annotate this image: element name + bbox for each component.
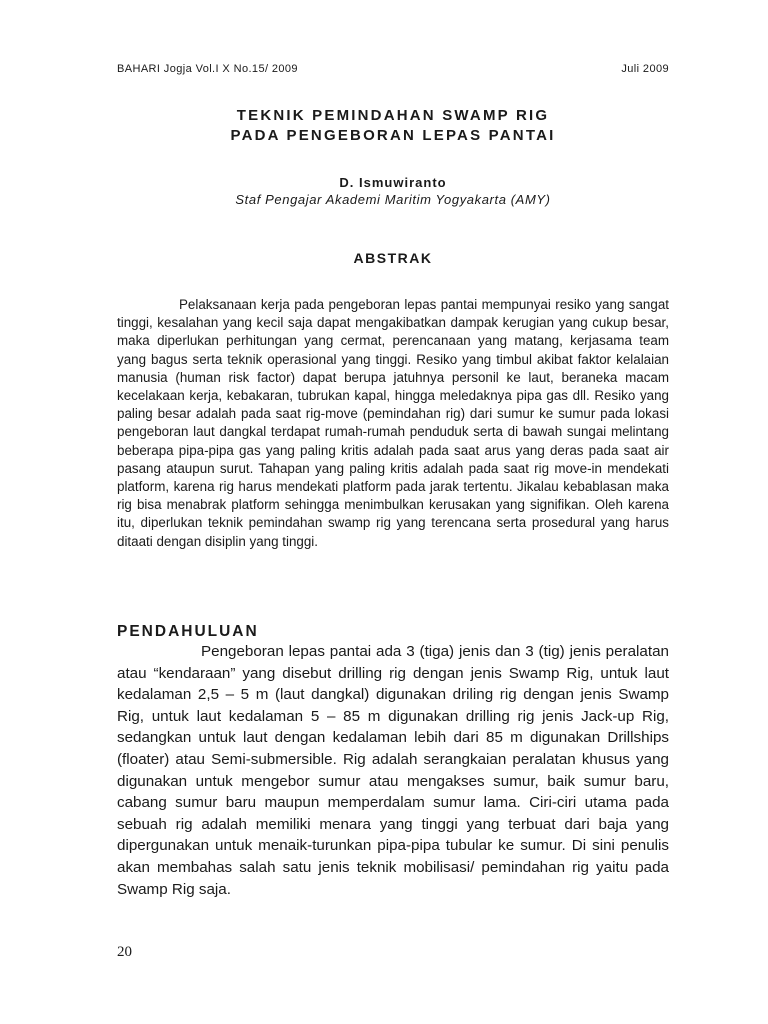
author-name: D. Ismuwiranto [339, 175, 447, 190]
issue-date: Juli 2009 [621, 63, 669, 75]
author-affiliation: Staf Pengajar Akademi Maritim Yogyakarta (AMY) [235, 192, 551, 207]
title-line-2: PADA PENGEBORAN LEPAS PANTAI [230, 127, 556, 144]
page-number: 20 [117, 944, 132, 960]
paper-title [117, 106, 669, 146]
abstract-heading: ABSTRAK [353, 250, 433, 266]
section-heading-introduction: PENDAHULUAN [117, 623, 259, 640]
title-line-1: TEKNIK PEMINDAHAN SWAMP RIG [236, 107, 550, 124]
abstract-text: Pelaksanaan kerja pada pengeboran lepas pantai mempunyai resiko yang sangat tinggi, kesalahan yang kecil saja dapat mengakibatkan dampak kerugian yang cukup besar, maka diperlukan perhitungan yang cermat, perencanaan yang matang, kerjasama team yang bagus serta teknik operasional yang tinggi. Resiko yang timbul akibat faktor kelalaian manusia (human risk factor) dapat berupa jatuhnya personil ke laut, beraneka macam kecelakaan kerja, kebakaran, tubrukan kapal, hingga meledaknya pipa gas dll. Resiko yang paling besar adalah pada saat rig-move (pemindahan rig) dari sumur ke sumur pada lokasi pengeboran laut dangkal terdapat rumah-rumah penduduk serta di bawah sungai melintang beberapa pipa-pipa gas yang paling kritis adalah pada saat arus yang deras pada saat air pasang ataupun surut. Tahapan yang paling kritis adalah pada saat rig move-in mendekati platform, karena rig harus mendekati platform pada jarak tertentu. Jikalau kebablasan maka rig bisa menabrak platform sehingga menimbulkan kerusakan yang signifikan. Oleh karena itu, diperlukan teknik pemindahan swamp rig yang terencana serta prosedural yang harus ditaati dengan disiplin yang tinggi. [117, 297, 669, 549]
running-header [117, 63, 669, 79]
introduction-text: Pengeboran lepas pantai ada 3 (tiga) jenis dan 3 (tig) jenis peralatan atau “kendaraan” yang disebut drilling rig dengan jenis Swamp Rig, untuk laut kedalaman 2,5 – 5 m (laut dangkal) digunakan driling rig dengan jenis Swamp Rig, untuk laut kedalaman 5 – 85 m digunakan drilling rig jenis Jack-up Rig, sedangkan untuk laut dengan kedalaman lebih dari 85 m digunakan Drillships (floater) atau Semi-submersible. Rig adalah serangkaian peralatan khusus yang digunakan untuk mengebor sumur atau mengakses sumur, baik sumur baru, cabang sumur baru maupun memperdalam sumur lama. Ciri-ciri utama pada sebuah rig adalah memiliki menara yang tinggi yang terbuat dari baja yang dipergunakan untuk menaik-turunkan pipa-pipa tubular ke sumur. Di sini penulis akan membahas salah satu jenis teknik mobilisasi/ pemindahan rig yaitu pada Swamp Rig saja. [117, 643, 669, 898]
journal-name: BAHARI Jogja Vol.I X No.15/ 2009 [117, 63, 298, 75]
